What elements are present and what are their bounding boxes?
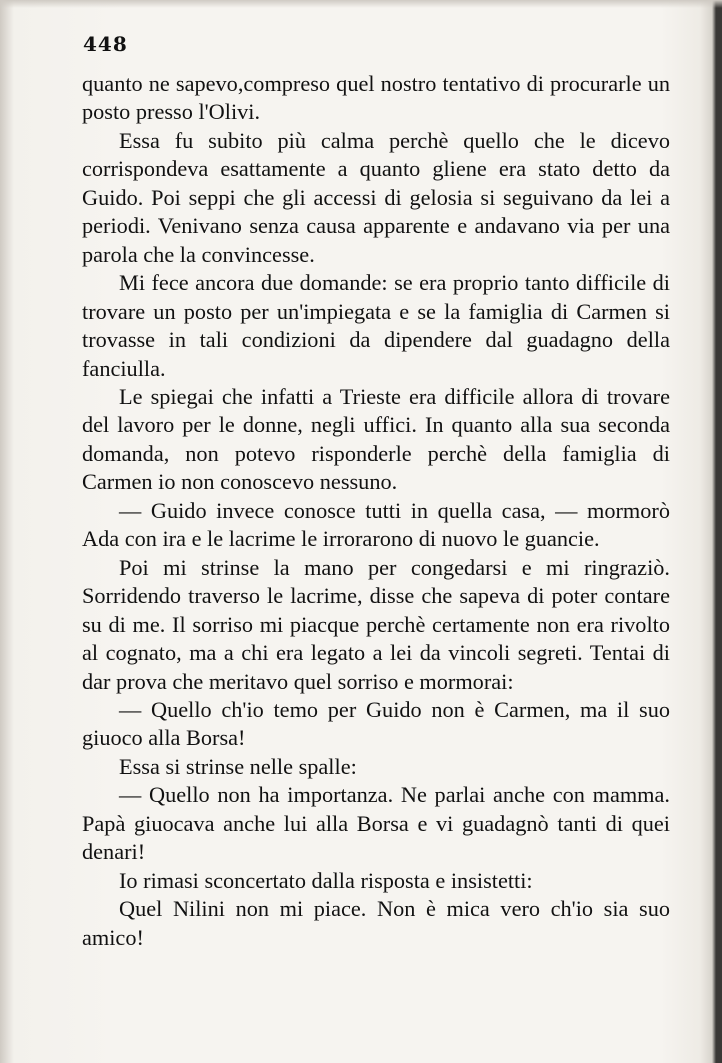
paragraph: Essa si strinse nelle spalle: <box>119 753 357 779</box>
paragraph: Quel Nilini non mi piace. Non è mica vero ch'io sia suo amico! <box>82 896 670 950</box>
page-top-shadow <box>0 0 722 8</box>
paragraph: Essa fu subito più calma perchè quello che le dicevo corrispondeva esattamente a quanto gliene era stato detto da Guido. Poi seppi che gli accessi di gelosia si seguivano da lei a periodi. Venivano senza causa apparente e andavano via per una parola che la convincesse. <box>82 127 670 267</box>
paragraph: quanto ne sapevo,compreso quel nostro tentativo di procurarle un posto presso l'Olivi. <box>82 71 670 125</box>
paragraph: Io rimasi sconcertato dalla risposta e insistetti: <box>119 867 533 893</box>
paragraph: — Quello non ha importanza. Ne parlai anche con mamma. Papà giuocava anche lui alla Borsa e vi guadagnò tanti di quei denari! <box>82 782 670 865</box>
paragraph: Le spiegai che infatti a Trieste era difficile allora di trovare del lavoro per le donne, negli uffici. In quanto alla sua seconda domanda, non potevo risponderle perchè della famiglia di Carmen io non conoscevo nessuno. <box>82 383 670 495</box>
paragraph: Poi mi strinse la mano per congedarsi e mi ringraziò. Sorridendo traverso le lacrime, disse che sapeva di poter contare su di me. Il sorriso mi piacque perchè certamente non era rivolto al cognato, ma a chi era legato a lei da vincoli segreti. Tentai di dar prova che meritavo quel sorriso e mormorai: <box>82 554 670 694</box>
paragraph: — Guido invece conosce tutti in quella casa, — mormorò Ada con ira e le lacrime le irrorarono di nuovo le guancie. <box>82 497 670 552</box>
page-number: 448 <box>83 32 128 56</box>
paragraph: — Quello ch'io temo per Guido non è Carmen, ma il suo giuoco alla Borsa! <box>82 696 670 751</box>
body-text <box>82 70 670 952</box>
paragraph: Mi fece ancora due domande: se era proprio tanto difficile di trovare un posto per un'impiegata e se la famiglia di Carmen si trovasse in tali condizioni da dipendere dal guadagno della fanciulla. <box>82 270 670 381</box>
